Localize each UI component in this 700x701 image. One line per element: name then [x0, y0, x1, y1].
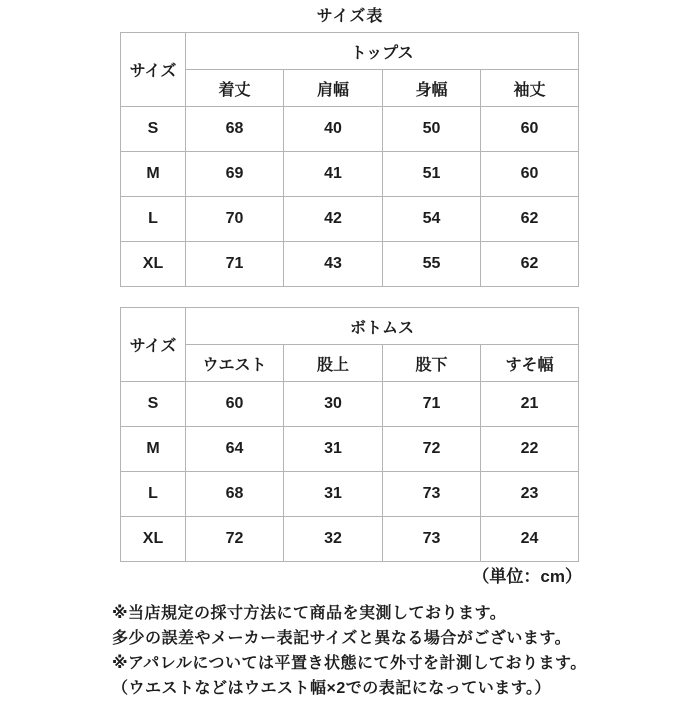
bottoms-table-header — [121, 308, 579, 382]
measurement-cell: 42 — [284, 197, 383, 242]
note-line: ※当店規定の採寸方法にて商品を実測しております。 — [112, 605, 507, 622]
measurement-cell: 55 — [383, 242, 481, 287]
size-column-header: サイズ — [121, 308, 186, 382]
measure-column-header: 股下 — [383, 345, 481, 382]
size-row-label: L — [121, 472, 186, 517]
measure-column-header: 袖丈 — [481, 70, 579, 107]
measurement-cell: 69 — [186, 152, 284, 197]
unit-note: （単位：cm） — [472, 567, 582, 586]
notes — [112, 601, 700, 701]
measurement-cell: 68 — [186, 107, 284, 152]
tops-table-header — [121, 33, 579, 107]
measurement-cell: 32 — [284, 517, 383, 562]
measurement-cell: 31 — [284, 427, 383, 472]
table-row — [121, 242, 579, 287]
measurement-cell: 40 — [284, 107, 383, 152]
group-header: トップス — [186, 33, 579, 70]
measurement-cell: 30 — [284, 382, 383, 427]
measure-column-header: 身幅 — [383, 70, 481, 107]
table-row — [121, 472, 579, 517]
measurement-cell: 23 — [481, 472, 579, 517]
measurement-cell: 31 — [284, 472, 383, 517]
measure-column-header: ウエスト — [186, 345, 284, 382]
measurement-cell: 64 — [186, 427, 284, 472]
measurement-cell: 50 — [383, 107, 481, 152]
measurement-cell: 21 — [481, 382, 579, 427]
note-line: （ウエストなどはウエスト幅×2での表記になっています。） — [112, 680, 551, 697]
measurement-cell: 73 — [383, 517, 481, 562]
measurement-cell: 72 — [186, 517, 284, 562]
header-row-group — [121, 33, 579, 70]
table-row — [121, 197, 579, 242]
measurement-cell: 41 — [284, 152, 383, 197]
table-row — [121, 427, 579, 472]
measurement-cell: 62 — [481, 197, 579, 242]
table-row — [121, 107, 579, 152]
header-row-measures — [121, 345, 579, 382]
measurement-cell: 60 — [186, 382, 284, 427]
measurement-cell: 71 — [383, 382, 481, 427]
size-row-label: XL — [121, 242, 186, 287]
header-row-group — [121, 308, 579, 345]
measure-column-header: 股上 — [284, 345, 383, 382]
header-row-measures — [121, 70, 579, 107]
size-row-label: M — [121, 427, 186, 472]
measure-column-header: 肩幅 — [284, 70, 383, 107]
size-row-label: L — [121, 197, 186, 242]
note-line: ※アパレルについては平置き状態にて外寸を計測しております。 — [112, 655, 587, 672]
measurement-cell: 43 — [284, 242, 383, 287]
table-row — [121, 152, 579, 197]
measurement-cell: 51 — [383, 152, 481, 197]
measurement-cell: 73 — [383, 472, 481, 517]
table-row — [121, 517, 579, 562]
size-column-header: サイズ — [121, 33, 186, 107]
note-line: 多少の誤差やメーカー表記サイズと異なる場合がございます。 — [112, 630, 572, 647]
tops-table-body — [121, 107, 579, 287]
measurement-cell: 24 — [481, 517, 579, 562]
tops-size-table — [120, 32, 579, 287]
measurement-cell: 22 — [481, 427, 579, 472]
measurement-cell: 68 — [186, 472, 284, 517]
size-row-label: S — [121, 382, 186, 427]
bottoms-table-body — [121, 382, 579, 562]
measurement-cell: 60 — [481, 152, 579, 197]
measurement-cell: 71 — [186, 242, 284, 287]
measure-column-header: すそ幅 — [481, 345, 579, 382]
measurement-cell: 62 — [481, 242, 579, 287]
measurement-cell: 72 — [383, 427, 481, 472]
measure-column-header: 着丈 — [186, 70, 284, 107]
page-title: サイズ表 — [316, 8, 384, 25]
table-row — [121, 382, 579, 427]
size-row-label: S — [121, 107, 186, 152]
measurement-cell: 70 — [186, 197, 284, 242]
measurement-cell: 60 — [481, 107, 579, 152]
bottoms-size-table — [120, 307, 579, 562]
size-row-label: M — [121, 152, 186, 197]
group-header: ボトムス — [186, 308, 579, 345]
size-row-label: XL — [121, 517, 186, 562]
measurement-cell: 54 — [383, 197, 481, 242]
